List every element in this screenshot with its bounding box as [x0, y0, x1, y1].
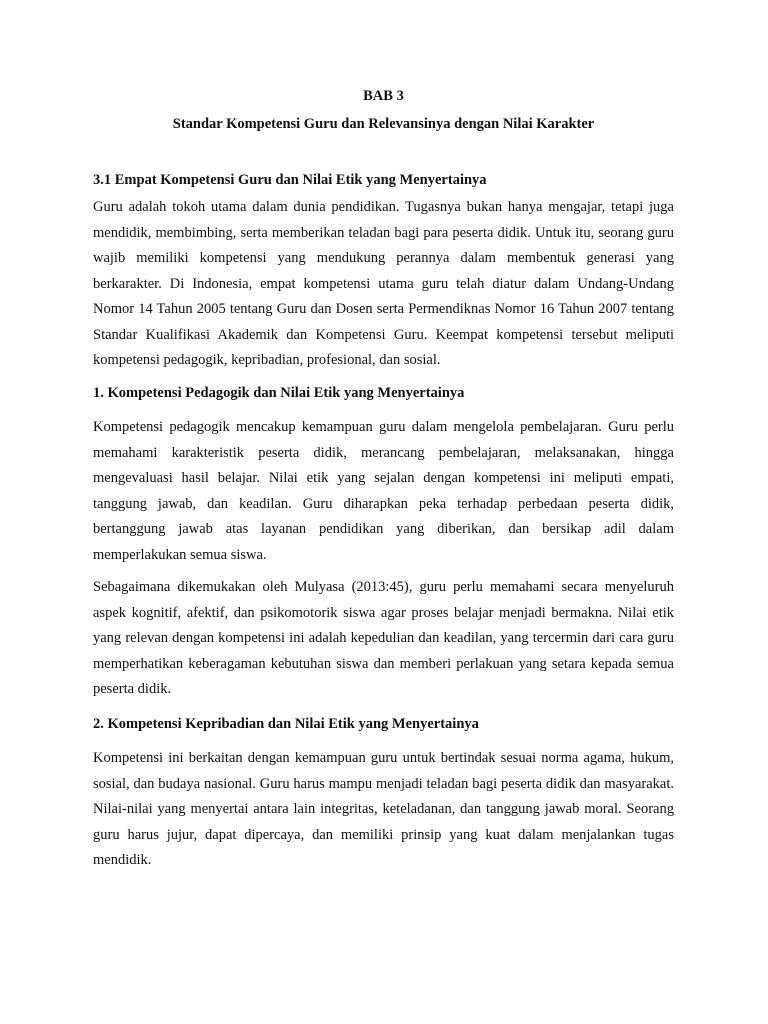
section-heading-empat-kompetensi: 3.1 Empat Kompetensi Guru dan Nilai Etik yang Menyertainya — [93, 172, 487, 188]
paragraph-intro: Guru adalah tokoh utama dalam dunia pendidikan. Tugasnya bukan hanya mengajar, tetapi juga mendidik, membimbing, serta memberikan teladan bagi para peserta didik. Untuk itu, seorang guru wajib memiliki kompetensi yang mendukung perannya dalam membentuk generasi yang berkarakter. Di Indonesia, empat kompetensi utama guru telah diatur dalam Undang-Undang Nomor 14 Tahun 2005 tentang Guru dan Dosen serta Permendiknas Nomor 16 Tahun 2007 tentang Standar Kualifikasi Akademik dan Kompetensi Guru. Keempat kompetensi tersebut meliputi kompetensi pedagogik, kepribadian, profesional, dan sosial. — [93, 199, 674, 368]
paragraph-pedagogik-2: Sebagaimana dikemukakan oleh Mulyasa (2013:45), guru perlu memahami secara menyeluruh aspek kognitif, afektif, dan psikomotorik siswa agar proses belajar menjadi bermakna. Nilai etik yang relevan dengan kompetensi ini adalah kepedulian dan keadilan, yang tercermin dari cara guru memperhatikan keberagaman kebutuhan siswa dan memberi perlakuan yang setara kepada semua peserta didik. — [93, 579, 674, 697]
section-heading-pedagogik: 1. Kompetensi Pedagogik dan Nilai Etik yang Menyertainya — [93, 385, 465, 401]
chapter-number: BAB 3 — [363, 88, 404, 104]
paragraph-kepribadian: Kompetensi ini berkaitan dengan kemampuan guru untuk bertindak sesuai norma agama, hukum, sosial, dan budaya nasional. Guru harus mampu menjadi teladan bagi peserta didik dan masyarakat. Nilai-nilai yang menyertai antara lain integritas, keteladanan, dan tanggung jawab moral. Seorang guru harus jujur, dapat dipercaya, dan memiliki prinsip yang kuat dalam menjalankan tugas mendidik. — [93, 750, 674, 868]
section-heading-kepribadian: 2. Kompetensi Kepribadian dan Nilai Etik yang Menyertainya — [93, 716, 479, 732]
chapter-title: Standar Kompetensi Guru dan Relevansinya dengan Nilai Karakter — [172, 116, 595, 132]
paragraph-pedagogik-1: Kompetensi pedagogik mencakup kemampuan guru dalam mengelola pembelajaran. Guru perlu memahami karakteristik peserta didik, merancang pembelajaran, melaksanakan, hingga mengevaluasi hasil belajar. Nilai etik yang sejalan dengan kompetensi ini meliputi empati, tanggung jawab, dan keadilan. Guru diharapkan peka terhadap perbedaan peserta didik, bertanggung jawab atas layanan pendidikan yang diberikan, dan bersikap adil dalam memperlakukan semua siswa. — [93, 419, 674, 563]
